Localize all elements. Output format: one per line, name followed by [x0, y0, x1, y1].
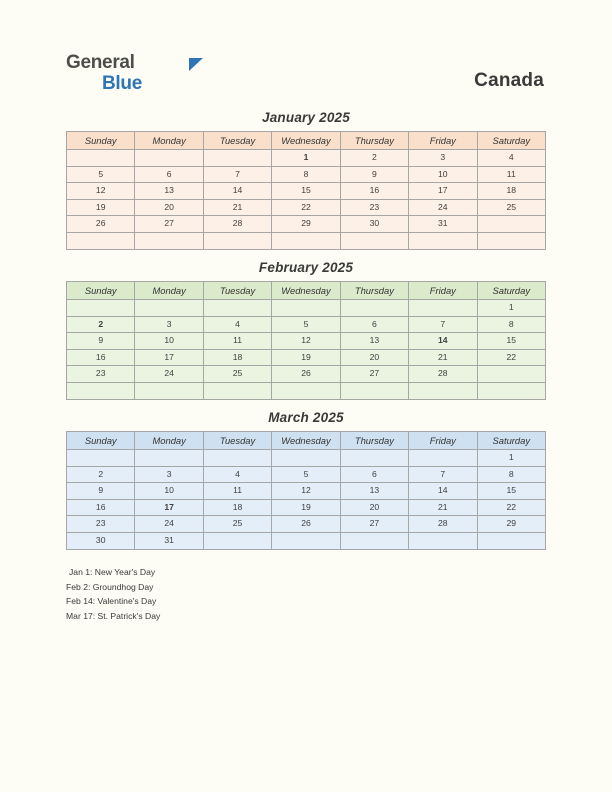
calendar-day-cell: 17	[409, 183, 477, 200]
calendar-day-cell: 5	[67, 166, 135, 183]
calendar-day-cell: 25	[477, 199, 545, 216]
calendar-body-january	[67, 150, 546, 250]
calendar-day-cell: 29	[272, 216, 340, 233]
calendar-week-row	[67, 166, 546, 183]
calendar-empty-cell	[409, 382, 477, 399]
month-title-march: March 2025	[268, 410, 344, 425]
holiday-item: Feb 14: Valentine's Day	[66, 596, 157, 607]
weekday-header-wednesday: Wednesday	[272, 132, 340, 150]
calendar-day-cell: 28	[203, 216, 271, 233]
calendar-day-cell: 1	[272, 150, 340, 167]
weekday-header-row	[67, 132, 546, 150]
calendar-week-row	[67, 499, 546, 516]
calendar-empty-cell	[135, 232, 203, 249]
calendar-week-row	[67, 516, 546, 533]
calendar-day-cell: 18	[203, 499, 271, 516]
calendar-day-cell: 1	[477, 300, 545, 317]
weekday-header-saturday: Saturday	[477, 282, 545, 300]
calendar-day-cell: 13	[135, 183, 203, 200]
calendar-day-cell: 25	[203, 366, 271, 383]
logo-text-blue: Blue	[102, 73, 142, 94]
calendar-day-cell: 2	[340, 150, 408, 167]
calendar-day-cell: 28	[409, 516, 477, 533]
calendar-empty-cell	[477, 216, 545, 233]
calendar-day-cell: 14	[203, 183, 271, 200]
calendar-week-row	[67, 466, 546, 483]
calendar-empty-cell	[203, 300, 271, 317]
calendar-day-cell: 22	[477, 349, 545, 366]
calendar-empty-cell	[340, 300, 408, 317]
calendar-day-cell: 8	[477, 466, 545, 483]
calendar-day-cell: 24	[135, 516, 203, 533]
calendar-empty-cell	[135, 300, 203, 317]
calendar-day-cell: 4	[477, 150, 545, 167]
calendar-empty-cell	[67, 300, 135, 317]
calendar-empty-cell	[409, 232, 477, 249]
calendar-day-cell: 30	[67, 532, 135, 549]
calendar-empty-cell	[477, 232, 545, 249]
calendar-day-cell: 16	[67, 499, 135, 516]
calendar-day-cell: 20	[340, 349, 408, 366]
calendar-empty-cell	[67, 150, 135, 167]
weekday-header-wednesday: Wednesday	[272, 282, 340, 300]
calendar-day-cell: 27	[340, 366, 408, 383]
calendar-empty-cell	[67, 232, 135, 249]
calendar-week-row	[67, 366, 546, 383]
calendar-day-cell: 23	[340, 199, 408, 216]
weekday-header-row	[67, 282, 546, 300]
calendar-empty-cell	[409, 300, 477, 317]
calendar-day-cell: 21	[409, 349, 477, 366]
logo-text-general: General	[66, 52, 135, 73]
weekday-header-saturday: Saturday	[477, 432, 545, 450]
calendar-week-row	[67, 300, 546, 317]
month-title-february: February 2025	[258, 260, 354, 275]
calendar-day-cell: 6	[340, 466, 408, 483]
weekday-header-tuesday: Tuesday	[203, 432, 271, 450]
weekday-header-thursday: Thursday	[340, 282, 408, 300]
month-block-march	[66, 410, 546, 550]
calendar-empty-cell	[340, 232, 408, 249]
calendar-day-cell: 12	[67, 183, 135, 200]
calendar-day-cell: 14	[409, 483, 477, 500]
calendar-day-cell: 11	[203, 483, 271, 500]
calendar-day-cell: 20	[340, 499, 408, 516]
calendar-empty-cell	[340, 382, 408, 399]
general-blue-logo	[66, 52, 196, 98]
holiday-item: Feb 2: Groundhog Day	[66, 581, 154, 592]
weekday-header-tuesday: Tuesday	[203, 132, 271, 150]
calendar-week-row	[67, 532, 546, 549]
calendar-day-cell: 6	[340, 316, 408, 333]
weekday-header-friday: Friday	[409, 432, 477, 450]
calendar-week-row	[67, 183, 546, 200]
weekday-header-monday: Monday	[135, 132, 203, 150]
calendar-week-row	[67, 232, 546, 249]
calendar-day-cell: 12	[272, 483, 340, 500]
weekday-header-sunday: Sunday	[67, 432, 135, 450]
calendar-table-january	[66, 131, 546, 250]
calendar-day-cell: 7	[203, 166, 271, 183]
holiday-item: Mar 17: St. Patrick's Day	[66, 610, 161, 621]
calendar-week-row	[67, 450, 546, 467]
calendar-day-cell: 2	[67, 466, 135, 483]
calendar-day-cell: 31	[135, 532, 203, 549]
weekday-header-thursday: Thursday	[340, 132, 408, 150]
calendar-day-cell: 16	[67, 349, 135, 366]
calendar-empty-cell	[203, 450, 271, 467]
calendar-day-cell: 28	[409, 366, 477, 383]
calendar-table-february	[66, 281, 546, 400]
calendar-day-cell: 15	[272, 183, 340, 200]
calendar-day-cell: 11	[477, 166, 545, 183]
calendar-day-cell: 14	[409, 333, 477, 350]
calendar-day-cell: 26	[67, 216, 135, 233]
calendar-day-cell: 9	[67, 333, 135, 350]
calendar-day-cell: 3	[409, 150, 477, 167]
calendar-empty-cell	[67, 382, 135, 399]
calendar-empty-cell	[203, 150, 271, 167]
calendar-day-cell: 17	[135, 349, 203, 366]
calendar-table-march	[66, 431, 546, 550]
calendar-day-cell: 20	[135, 199, 203, 216]
month-block-february	[66, 260, 546, 400]
calendar-empty-cell	[477, 366, 545, 383]
calendar-day-cell: 16	[340, 183, 408, 200]
calendar-day-cell: 13	[340, 483, 408, 500]
calendar-empty-cell	[272, 450, 340, 467]
calendar-empty-cell	[67, 450, 135, 467]
weekday-header-friday: Friday	[409, 132, 477, 150]
calendar-day-cell: 26	[272, 516, 340, 533]
calendar-empty-cell	[272, 382, 340, 399]
calendar-empty-cell	[272, 300, 340, 317]
calendar-empty-cell	[272, 232, 340, 249]
calendar-day-cell: 19	[272, 349, 340, 366]
calendar-day-cell: 19	[272, 499, 340, 516]
calendar-empty-cell	[409, 532, 477, 549]
calendar-empty-cell	[135, 450, 203, 467]
calendar-week-row	[67, 349, 546, 366]
triangle-icon	[189, 58, 203, 71]
calendar-empty-cell	[409, 450, 477, 467]
holiday-item: Jan 1: New Year's Day	[69, 567, 156, 577]
calendar-body-february	[67, 300, 546, 400]
weekday-header-wednesday: Wednesday	[272, 432, 340, 450]
holiday-list	[66, 565, 466, 623]
calendar-day-cell: 1	[477, 450, 545, 467]
calendar-day-cell: 10	[409, 166, 477, 183]
calendar-day-cell: 17	[135, 499, 203, 516]
weekday-header-tuesday: Tuesday	[203, 282, 271, 300]
weekday-header-monday: Monday	[135, 282, 203, 300]
calendar-week-row	[67, 333, 546, 350]
calendar-day-cell: 22	[477, 499, 545, 516]
calendar-day-cell: 18	[203, 349, 271, 366]
calendar-day-cell: 8	[477, 316, 545, 333]
calendar-body-march	[67, 450, 546, 550]
calendar-empty-cell	[135, 382, 203, 399]
calendar-day-cell: 11	[203, 333, 271, 350]
weekday-header-friday: Friday	[409, 282, 477, 300]
calendar-empty-cell	[203, 232, 271, 249]
calendar-empty-cell	[477, 532, 545, 549]
weekday-header-saturday: Saturday	[477, 132, 545, 150]
calendar-day-cell: 10	[135, 483, 203, 500]
calendar-empty-cell	[203, 382, 271, 399]
calendar-day-cell: 25	[203, 516, 271, 533]
calendar-day-cell: 5	[272, 316, 340, 333]
calendar-week-row	[67, 199, 546, 216]
calendar-empty-cell	[340, 532, 408, 549]
calendar-day-cell: 2	[67, 316, 135, 333]
calendar-day-cell: 9	[67, 483, 135, 500]
calendar-day-cell: 13	[340, 333, 408, 350]
calendar-day-cell: 15	[477, 483, 545, 500]
calendar-day-cell: 12	[272, 333, 340, 350]
calendar-empty-cell	[477, 382, 545, 399]
month-title-january: January 2025	[262, 110, 350, 125]
calendar-day-cell: 23	[67, 516, 135, 533]
weekday-header-monday: Monday	[135, 432, 203, 450]
calendar-empty-cell	[272, 532, 340, 549]
weekday-header-sunday: Sunday	[67, 132, 135, 150]
calendar-day-cell: 26	[272, 366, 340, 383]
weekday-header-sunday: Sunday	[67, 282, 135, 300]
calendar-day-cell: 7	[409, 316, 477, 333]
calendar-day-cell: 8	[272, 166, 340, 183]
calendar-day-cell: 24	[409, 199, 477, 216]
calendar-day-cell: 21	[203, 199, 271, 216]
calendar-day-cell: 18	[477, 183, 545, 200]
calendar-day-cell: 24	[135, 366, 203, 383]
calendar-week-row	[67, 483, 546, 500]
calendar-day-cell: 22	[272, 199, 340, 216]
calendar-day-cell: 21	[409, 499, 477, 516]
calendar-day-cell: 7	[409, 466, 477, 483]
calendar-day-cell: 31	[409, 216, 477, 233]
calendar-day-cell: 3	[135, 466, 203, 483]
calendar-day-cell: 23	[67, 366, 135, 383]
calendar-day-cell: 27	[340, 516, 408, 533]
calendar-day-cell: 19	[67, 199, 135, 216]
calendar-day-cell: 4	[203, 316, 271, 333]
calendar-empty-cell	[135, 150, 203, 167]
calendar-day-cell: 15	[477, 333, 545, 350]
calendar-week-row	[67, 216, 546, 233]
calendar-day-cell: 4	[203, 466, 271, 483]
country-title: Canada	[474, 70, 544, 91]
calendar-empty-cell	[203, 532, 271, 549]
calendar-empty-cell	[340, 450, 408, 467]
calendar-day-cell: 10	[135, 333, 203, 350]
calendar-week-row	[67, 382, 546, 399]
calendar-day-cell: 6	[135, 166, 203, 183]
weekday-header-thursday: Thursday	[340, 432, 408, 450]
calendar-day-cell: 27	[135, 216, 203, 233]
calendar-day-cell: 3	[135, 316, 203, 333]
month-block-january	[66, 110, 546, 250]
calendar-week-row	[67, 150, 546, 167]
calendar-day-cell: 30	[340, 216, 408, 233]
calendar-week-row	[67, 316, 546, 333]
weekday-header-row	[67, 432, 546, 450]
calendar-day-cell: 29	[477, 516, 545, 533]
calendar-day-cell: 5	[272, 466, 340, 483]
calendar-day-cell: 9	[340, 166, 408, 183]
